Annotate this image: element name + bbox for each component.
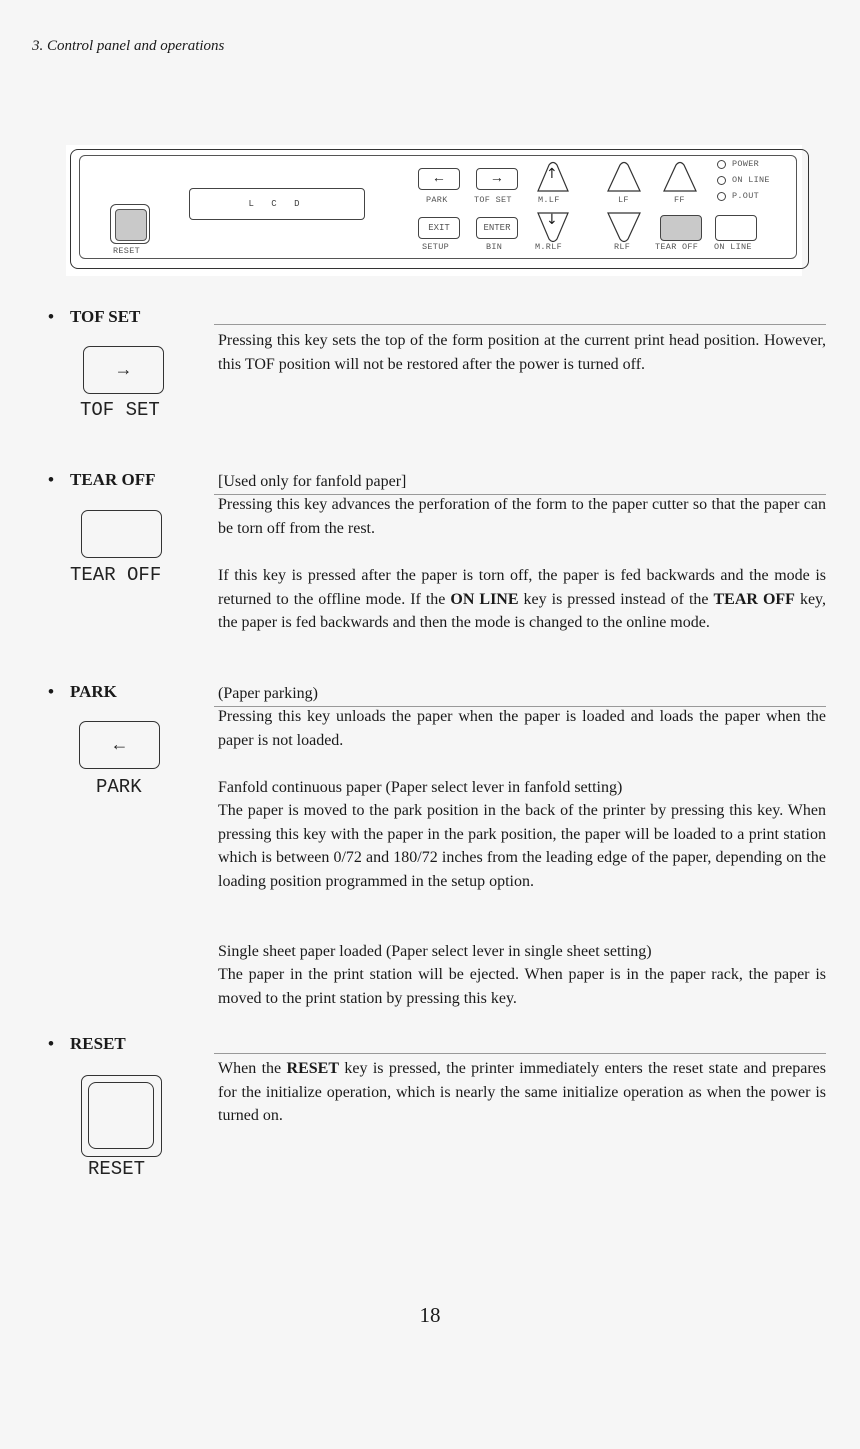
panel-tof-set-label: TOF SET [474,195,512,205]
park-fanfold-description: The paper is moved to the park position in the back of the printer by pressing this key. When pressing this key with the paper in the park position, the paper will be loaded to a print station which is between 0/72 and 180/72 inches from the leading edge of the paper, depending on the loading position programmed in the setup option. [218,802,826,890]
page-number: 18 [419,1303,441,1327]
panel-lf-label: LF [618,195,629,205]
park-subtitle: (Paper parking) [218,685,318,702]
reset-key-icon [81,1075,162,1157]
divider-rule [214,324,826,325]
power-led-label: POWER [732,159,760,169]
panel-ff-key [660,160,700,194]
panel-reset-key [110,204,150,244]
tof-set-key-icon: → [83,346,164,394]
section-title-reset: • RESET [48,1034,126,1053]
reset-key-label: RESET [88,1158,146,1180]
panel-bin-label: BIN [486,242,503,252]
panel-lcd-display: L C D [189,188,365,220]
divider-rule [214,1053,826,1054]
park-key-label: PARK [96,776,142,798]
panel-mlf-label: M.LF [538,195,560,205]
panel-setup-label: SETUP [422,242,450,252]
tear-off-description: Pressing this key advances the perforation of the form to the paper cutter so that the paper can be torn off from the rest. [218,496,826,537]
panel-reset-label: RESET [113,246,141,256]
tear-off-key-icon [81,510,162,558]
running-head: 3. Control panel and operations [32,38,225,54]
park-key-icon: ← [79,721,160,769]
section-title-tof-set: • TOF SET [48,307,141,326]
panel-tear-off-key [660,215,702,241]
paper-out-led-label: P.OUT [732,191,760,201]
section-title-tear-off: • TEAR OFF [48,470,156,489]
panel-rlf-key [604,210,644,244]
panel-mrlf-label: M.RLF [535,242,563,252]
tof-set-key-label: TOF SET [80,399,160,421]
park-single-sheet-heading: Single sheet paper loaded (Paper select lever in single sheet setting) [218,943,652,960]
online-led-label: ON LINE [732,175,770,185]
online-led [717,176,726,185]
tof-set-description: Pressing this key sets the top of the form position at the current print head position. However, this TOF position will not be restored after the power is turned off. [218,332,826,373]
panel-ff-label: FF [674,195,685,205]
park-fanfold-heading: Fanfold continuous paper (Paper select lever in fanfold setting) [218,779,623,796]
panel-park-label: PARK [426,195,448,205]
section-title-park: • PARK [48,682,117,701]
reset-description: When the RESET key is pressed, the printer immediately enters the reset state and prepares for the initialize operation, which is nearly the same initialize operation as when the power is turned on. [218,1060,827,1124]
panel-mrlf-glyph: ↓ [546,212,558,228]
panel-tear-off-label: TEAR OFF [655,242,699,252]
panel-tof-set-key: → [476,168,518,190]
panel-online-key [715,215,757,241]
panel-lf-key [604,160,644,194]
tear-off-backfeed-note: If this key is pressed after the paper is torn off, the paper is fed backwards and the mode is returned to the offline mode. If the ON LINE key is pressed instead of the TEAR OFF key, the paper is fed backwards and then the mode is changed to the online mode. [218,567,826,631]
panel-rlf-label: RLF [614,242,631,252]
park-description: Pressing this key unloads the paper when the paper is loaded and loads the paper when the paper is not loaded. [218,708,826,749]
panel-park-key: ← [418,168,460,190]
panel-exit-key: EXIT [418,217,460,239]
tear-off-key-label: TEAR OFF [70,564,162,586]
park-single-sheet-description: The paper in the print station will be ejected. When paper is in the paper rack, the paper is moved to the print station by pressing this key. [218,966,826,1007]
panel-mlf-glyph: ↑ [546,166,558,182]
power-led [717,160,726,169]
tear-off-subtitle: [Used only for fanfold paper] [218,473,407,490]
paper-out-led [717,192,726,201]
panel-enter-key: ENTER [476,217,518,239]
panel-online-label: ON LINE [714,242,752,252]
